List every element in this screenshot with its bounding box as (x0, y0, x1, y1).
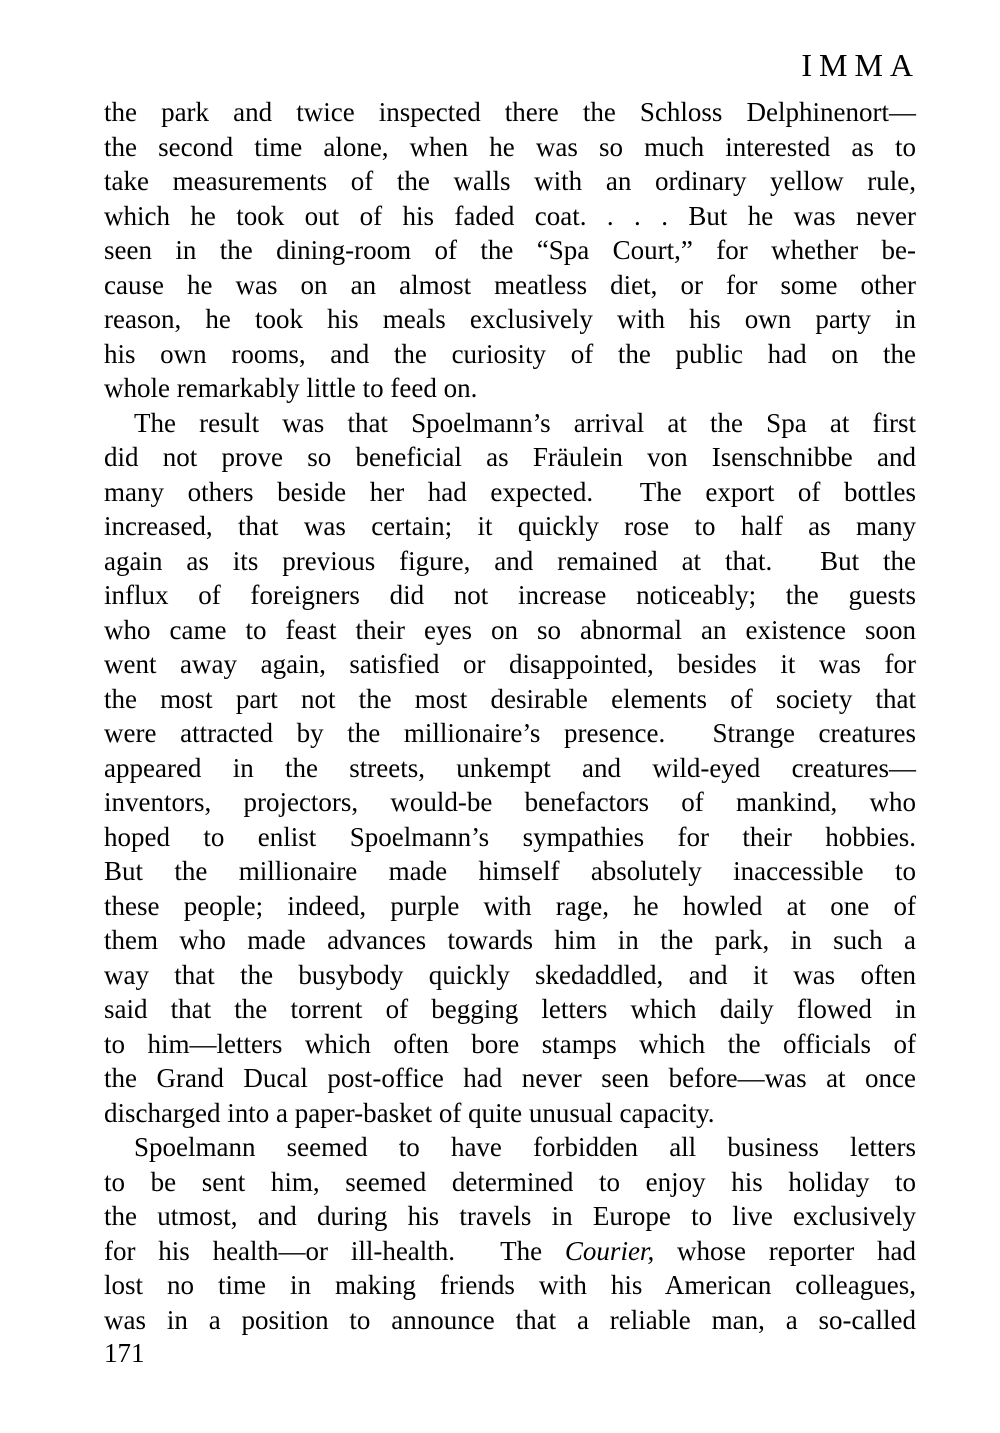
text-line: the second time alone, when he was so much interested as to (104, 131, 916, 162)
text-line: went away again, satisfied or disappointed, besides it was for (104, 649, 916, 679)
text-line: did not prove so beneficial as Fräulein von Isenschnibbe and (104, 442, 916, 472)
text-line: Spoelmann seemed to have forbidden all business letters (134, 1132, 916, 1162)
text-line: lost no time in making friends with his American colleagues, (104, 1270, 916, 1300)
text-line: the utmost, and during his travels in Europe to live exclusively (104, 1201, 916, 1231)
text-line: way that the busybody quickly skedaddled, and it was often (104, 959, 916, 990)
text-line: reason, he took his meals exclusively with his own party in (104, 304, 916, 334)
page-number: 171 (104, 1338, 145, 1368)
text-line: the most part not the most desirable elements of society that (104, 683, 916, 714)
italic-text: Courier, (564, 1235, 655, 1266)
text-line: appeared in the streets, unkempt and wild-eyed creatures— (104, 752, 916, 783)
text-line: The result was that Spoelmann’s arrival at the Spa at first (134, 407, 916, 438)
text-line: influx of foreigners did not increase noticeably; the guests (104, 580, 916, 610)
text-line: which he took out of his faded coat. . . . But he was never (104, 200, 916, 231)
text-line: seen in the dining-room of the “Spa Court,” for whether be- (104, 235, 916, 265)
text-line (104, 1234, 916, 1269)
text-line: many others beside her had expected. The export of bottles (104, 476, 916, 507)
text-line: them who made advances towards him in the park, in such a (104, 925, 916, 955)
text-line: who came to feast their eyes on so abnormal an existence soon (104, 614, 916, 645)
text-line: inventors, projectors, would-be benefactors of mankind, who (104, 787, 916, 817)
text-line: were attracted by the millionaire’s presence. Strange creatures (104, 718, 916, 748)
text-line: said that the torrent of begging letters which daily flowed in (104, 994, 916, 1024)
text-segment: for his health—or ill-health. The (104, 1235, 565, 1266)
text-line: hoped to enlist Spoelmann’s sympathies for their hobbies. (104, 821, 916, 852)
text-line: the Grand Ducal post-office had never seen before—was at once (104, 1063, 916, 1093)
text-segment: whose reporter had (654, 1235, 916, 1266)
text-line: take measurements of the walls with an ordinary yellow rule, (104, 166, 916, 196)
text-line: whole remarkably little to feed on. (104, 373, 478, 403)
text-block (104, 95, 916, 1337)
text-line: cause he was on an almost meatless diet, or for some other (104, 269, 916, 300)
text-line: the park and twice inspected there the Schloss Delphinenort— (104, 97, 916, 127)
text-line: to him—letters which often bore stamps which the officials of (104, 1028, 916, 1059)
text-line: was in a position to announce that a reliable man, a so-called (104, 1304, 916, 1335)
text-line: to be sent him, seemed determined to enjoy his holiday to (104, 1166, 916, 1197)
running-head: IMMA (801, 47, 920, 83)
text-line: these people; indeed, purple with rage, he howled at one of (104, 890, 916, 921)
text-line: But the millionaire made himself absolutely inaccessible to (104, 856, 916, 886)
text-line: again as its previous figure, and remained at that. But the (104, 545, 916, 576)
text-line: increased, that was certain; it quickly rose to half as many (104, 511, 916, 541)
text-line: discharged into a paper-basket of quite unusual capacity. (104, 1097, 715, 1128)
text-line: his own rooms, and the curiosity of the public had on the (104, 338, 916, 369)
